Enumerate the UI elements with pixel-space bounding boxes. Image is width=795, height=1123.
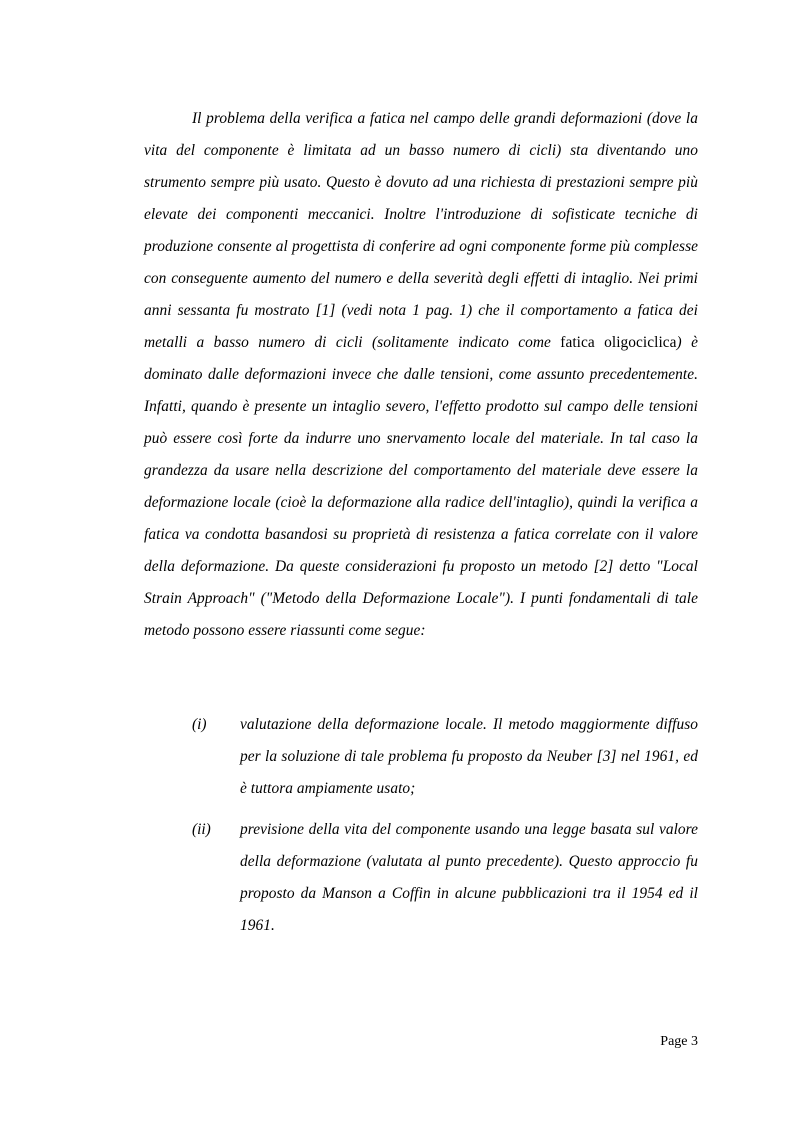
page-number: Page 3 xyxy=(660,1034,698,1049)
list-marker: (ii) xyxy=(192,821,211,838)
list-marker: (i) xyxy=(192,716,207,733)
list-item-text: previsione della vita del componente usando una legge basata sul valore della deformazione (valutata al punto precedente). Questo approccio fu proposto da Manson a Coffin in alcune pubblicazioni tra il 1954 ed il 1961. xyxy=(240,821,698,934)
numbered-list xyxy=(144,709,698,951)
list-item-text: valutazione della deformazione locale. Il metodo maggiormente diffuso per la soluzione di tale problema fu proposto da Neuber [3] nel 1961, ed è tuttora ampiamente usato; xyxy=(240,716,698,797)
list-item xyxy=(144,709,698,805)
paragraph-text-part-2: ) è dominato dalle deformazioni invece che dalle tensioni, come assunto precedentemente. Infatti, quando è presente un intaglio severo, l'effetto prodotto sul campo delle tensioni può essere così forte da indurre uno snervamento locale del materiale. In tal caso la grandezza da usare nella descrizione del comportamento del materiale deve essere la deformazione locale (cioè la deformazione alla radice dell'intaglio), quindi la verifica a fatica va condotta basandosi su proprietà di resistenza a fatica correlate con il valore della deformazione. Da queste considerazioni fu proposto un metodo [2] detto "Local Strain Approach" ("Metodo della Deformazione Locale"). I punti fondamentali di tale metodo possono essere riassunti come segue: xyxy=(144,334,698,639)
term-fatica-oligociclica: fatica oligociclica xyxy=(560,334,677,351)
body-paragraph xyxy=(144,103,698,647)
list-item xyxy=(144,814,698,942)
paragraph-text-part-1: Il problema della verifica a fatica nel campo delle grandi deformazioni (dove la vita del componente è limitata ad un basso numero di cicli) sta diventando uno strumento sempre più usato. Questo è dovuto ad una richiesta di prestazioni sempre più elevate dei componenti meccanici. Inoltre l'introduzione di sofisticate tecniche di produzione consente al progettista di conferire ad ogni componente forme più complesse con conseguente aumento del numero e della severità degli effetti di intaglio. Nei primi anni sessanta fu mostrato [1] (vedi nota 1 pag. 1) che il comportamento a fatica dei metalli a basso numero di cicli (solitamente indicato come xyxy=(144,110,698,351)
